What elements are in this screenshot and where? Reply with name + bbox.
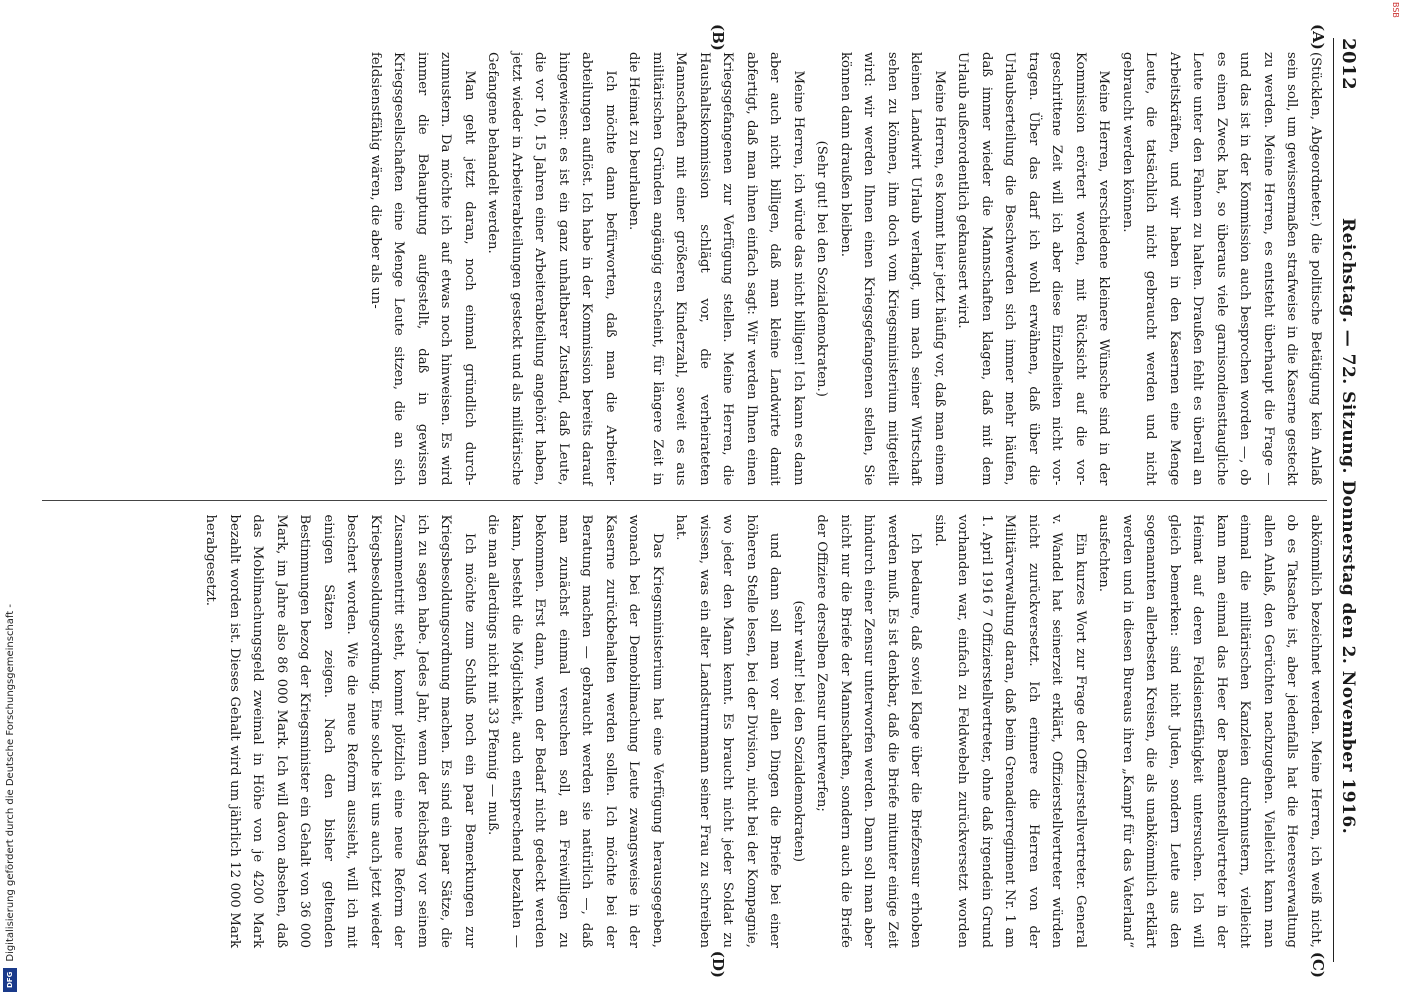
right-column bbox=[42, 501, 1327, 963]
margin-marker-a: (A) bbox=[1309, 24, 1327, 50]
paragraph: (Stücklen, Abgeordneter.) die politische Betätigung kein Anlaß sein soll, um gewissermaßen strafweise in die Kaserne gesteckt zu werden. Meine Herren, es entsteht überhaupt die Frage — und das ist in der Kommission auch besprochen worden —, ob es einen Zweck hat, so überaus viele garnisondiensttaugliche Leute unter den Fahnen zu halten. Draußen fehlt es überall an Arbeitskräften, und wir haben in den Kasernen eine Menge Leute, die tatsächlich nicht gebraucht werden und nicht gebraucht werden können. bbox=[1120, 52, 1323, 486]
interjection: (sehr wahr! bei den Sozialdemokraten) bbox=[791, 600, 806, 863]
paragraph: Das Kriegsministerium hat eine Verfügung herausgegeben, wonach bei der Demobilmachung Leute zwangsweise in der Kaserne zurückbehalten werden sollen. Ich möchte bei der Beratung machen — gebraucht werden sie natürlich —, daß man zunächst einmal versuchen soll, an Freiwilligen zu bekommen. Erst dann, wenn der Bedarf nicht gedeckt werden kann, besteht die Möglichkeit, auch entsprechend bezahlen — die man allerdings nicht mit 33 Pfennig — muß. bbox=[485, 514, 665, 948]
page-number: 2012 bbox=[1338, 38, 1359, 91]
document-page bbox=[31, 20, 1371, 980]
paragraph: Meine Herren, ich würde das nicht billigen! Ich kann es dann aber auch nicht billigen, daß man kleine Landwirte damit abfertigt, daß man ihnen einfach sagt: Wir werden Ihnen einen Kriegsgefangenen zur Verfügung stellen. Meine Herren, die Haushaltskommission schlägt vor, die verheirateten Mannschaften mit einer größeren Kinderzahl, soweit es aus militärischen Gründen angängig erscheint, für längere Zeit in die Heimat zu beurlauben. bbox=[626, 52, 806, 486]
text-columns bbox=[42, 24, 1327, 978]
margin-marker-d: (D) bbox=[709, 950, 727, 978]
margin-marker-c: (C) bbox=[1309, 951, 1327, 978]
dfg-logo-icon: DFG bbox=[3, 968, 17, 992]
margin-marker-b: (B) bbox=[709, 24, 727, 51]
paragraph: und dann soll man vor allen Dingen die Briefe bei einer höheren Stelle lesen, bei der Division, nicht bei der Kompagnie, wo jeder den Mann kennt. Es braucht nicht jeder Soldat zu wissen, was ein alter Landsturmmann seiner Frau zu schreiben hat. bbox=[673, 514, 783, 948]
page-header bbox=[1333, 38, 1359, 962]
page-title: Reichstag. — 72. Sitzung. Donnerstag den 2. November 1916. bbox=[1338, 217, 1358, 835]
paragraph: Ein kurzes Wort zur Frage der Offizierstellvertreter. General v. Wandel hat seinerzeit erklärt, Offizierstellvertreter würden nicht zurückversetzt. Ich erinnere die Herren von der Militärverwaltung daran, daß beim Grenadierregiment Nr. 1 am 1. April 1916 7 Offizierstellvertreter, ohne daß irgendein Grund vorhanden war, einfach zu Feldwebeln zurückversetzt worden sind. bbox=[932, 514, 1088, 948]
credit-text: Digitalisierung gefördert durch die Deutsche Forschungsgemeinschaft - bbox=[4, 604, 16, 962]
paragraph: abkömmlich bezeichnet werden. Meine Herren, ich weiß nicht, ob es Tatsache ist, aber jedenfalls hat die Heeresverwaltung allen Anlaß, den Gerüchten nachzugehen. Vielleicht kann man einmal die militärischen Kanzleien durchmustern, vielleicht kann man einmal das Heer der Beamtenstellvertreter in der Heimat auf deren Feldsienstfähigkeit untersuchen. Ich will gleich bemerken: sind nicht Juden, sondern Leute aus den sogenannten allerbesten Kreisen, die als unabkömmlich erklärt werden und in diesen Bureaus ihren „Kampf für das Vaterland“ ausfechten. bbox=[1096, 514, 1323, 948]
bsb-mark: BSB bbox=[1391, 2, 1400, 18]
paragraph: Man geht jetzt daran, noch einmal gründlich durchzumustern. Da möchte ich auf etwas noch hinweisen. Es wird immer die Behauptung aufgestellt, daß in gewissen Kriegsgesellschaften eine Menge Leute sitzen, die an sich feldsienstfähig wären, die aber als un- bbox=[368, 52, 477, 486]
paragraph: Ich möchte dann befürworten, daß man die Arbeiterabteilungen auflöst. Ich habe in der Kommission bereits darauf hingewiesen: es ist ein ganz unhaltbarer Zustand, daß Leute, die vor 10, 15 Jahren einer Arbeiterabteilung angehört haben, jetzt wieder in Arbeiterabteilungen gesteckt und als militärische Gefangene behandelt werden. bbox=[485, 52, 618, 486]
left-column bbox=[42, 38, 1327, 500]
digitization-credit bbox=[0, 0, 20, 1000]
paragraph: Ich möchte zum Schluß noch ein paar Bemerkungen zur Kriegsbesoldungsordnung machen. Es sind ein paar Sätze, die ich zu sagen habe. Jedes Jahr, wenn der Reichstag vor seinem Zusammentritt steht, kommt plötzlich eine neue Reform der Kriegsbesoldungsordnung. Eine solche ist uns auch jetzt wieder beschert worden. Wie die neue Reform aussieht, will ich mit einigen Sätzen zeigen. Nach den bisher geltenden Bestimmungen bezog der Kriegsminister ein Gehalt von 36 000 Mark, im Jahre also 86 000 Mark. Ich will davon absehen, daß das Mobilmachungsgeld zweimal in Höhe von je 4200 Mark bezahlt worden ist. Dieses Gehalt wird um jährlich 12 000 Mark herabgesetzt. bbox=[203, 514, 477, 948]
paragraph: Meine Herren, es kommt hier jetzt häufig vor, daß man einem kleinen Landwirt Urlaub verlangt, um nach seiner Wirtschaft sehen zu können, ihm doch vom Kriegsministerium mitgeteilt wird: wir werden Ihnen einen Kriegsgefangenen stellen, Sie können dann draußen bleiben. bbox=[838, 52, 947, 486]
paragraph: Meine Herren, verschiedene kleinere Wünsche sind in der Kommission erörtert worden, mit Rücksicht auf die vorgeschrittene Zeit will ich aber diese Einzelheiten nicht vortragen. Über das darf ich wohl erwähnen, daß über die Urlaubserteilung die Beschwerden sich immer mehr häufen, daß immer wieder die Mannschaften klagen, daß mit dem Urlaub außerordentlich geknausert wird. bbox=[955, 52, 1112, 486]
interjection: (Sehr gut! bei den Sozialdemokraten.) bbox=[814, 140, 830, 397]
paragraph: Ich bedaure, daß soviel Klage über die Briefzensur erhoben werden muß. Es ist denkbar, daß die Briefe mitunter einige Zeit hindurch einer Zensur unterworfen werden. Dann soll man aber nicht nur die Briefe der Mannschaften, sondern auch die Briefe der Offiziere derselben Zensur unterwerfen; bbox=[814, 514, 924, 948]
